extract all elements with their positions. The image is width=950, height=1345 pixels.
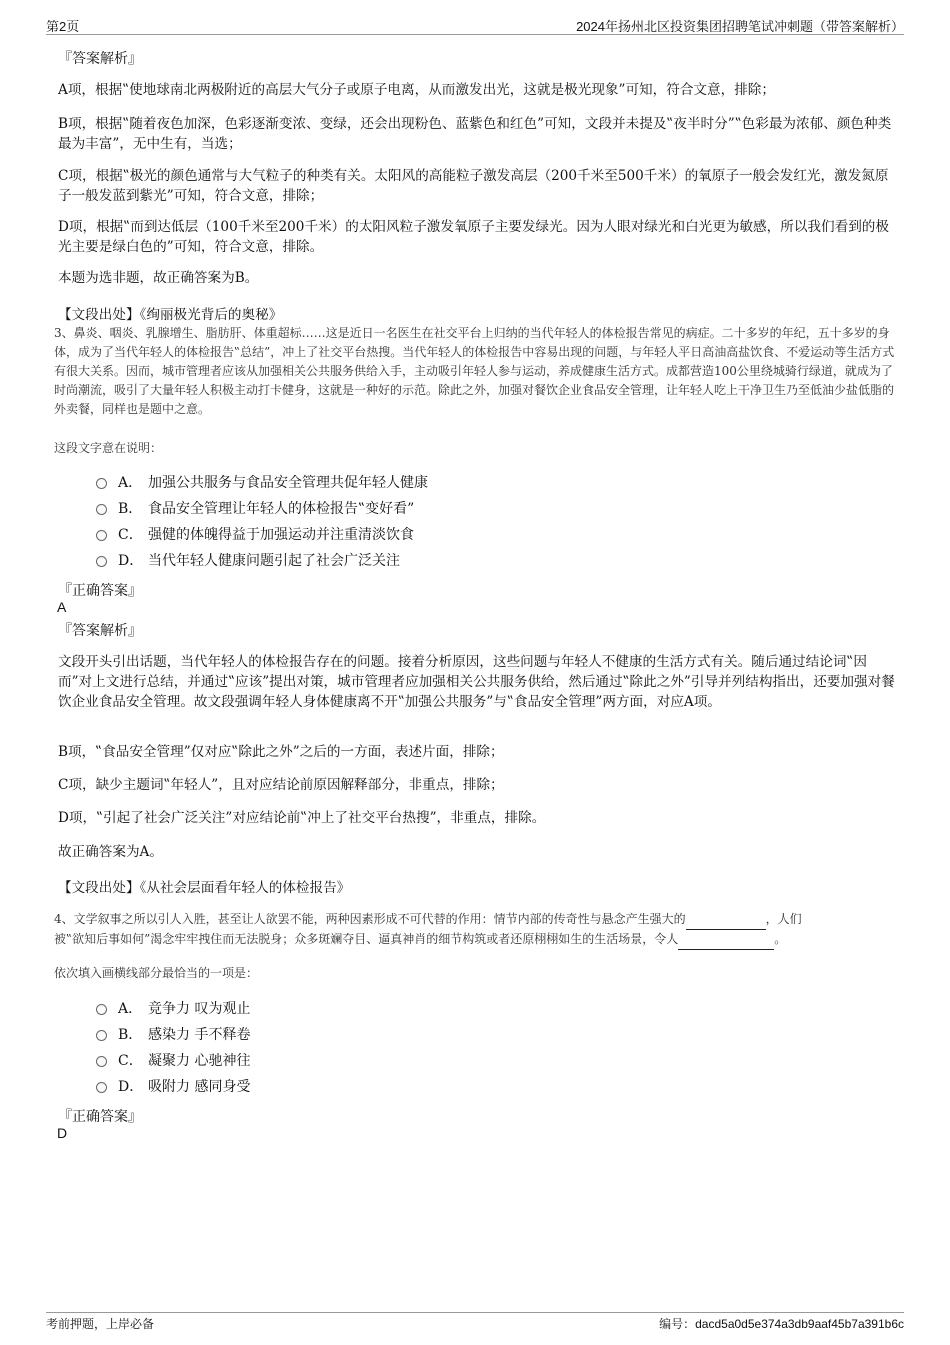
q3-analysis-c: C项，缺少主题词‟年轻人”，且对应结论前原因解释部分，非重点，排除； — [58, 777, 504, 793]
option-text: 加强公共服务与食品安全管理共促年轻人健康 — [148, 475, 428, 491]
option-letter: B． — [118, 1027, 143, 1043]
page-header — [46, 14, 904, 35]
footer-code — [659, 1315, 904, 1332]
q3-option-b[interactable] — [96, 498, 414, 518]
q4-option-c[interactable] — [96, 1050, 250, 1070]
q4-stem-part2: ，人们 — [765, 912, 802, 926]
q4-option-b[interactable] — [96, 1024, 250, 1044]
radio-icon[interactable] — [96, 530, 107, 541]
footer-slogan: 考前押题，上岸必备 — [46, 1317, 155, 1331]
q3-answer: A — [57, 599, 67, 615]
q4-option-d[interactable] — [96, 1076, 250, 1096]
option-text: 感染力 手不释卷 — [148, 1027, 251, 1043]
q3-answer-label: 『正确答案』 — [58, 583, 142, 599]
q3-option-d[interactable] — [96, 550, 400, 570]
q4-blank-1 — [686, 910, 766, 930]
q2-source: 【文段出处】《绚丽极光背后的奥秘》 — [58, 307, 283, 323]
page-number: 第2页 — [46, 19, 80, 34]
footer-code-label: 编号： — [659, 1317, 696, 1331]
radio-icon[interactable] — [96, 556, 107, 567]
q3-analysis-label: 『答案解析』 — [58, 623, 142, 639]
q3-option-c[interactable] — [96, 524, 414, 544]
option-letter: C． — [118, 1053, 143, 1069]
option-letter: D． — [118, 1079, 144, 1095]
option-text: 竞争力 叹为观止 — [148, 1001, 251, 1017]
radio-icon[interactable] — [96, 504, 107, 515]
q2-analysis-d: D项，根据‟而到达低层（100千米至200千米）的太阳风粒子激发氧原子主要发绿光。因为人眼对绿光和白光更为敏感，所以我们看到的极光主要是绿白色的”可知，符合文意，排除。 — [58, 219, 889, 255]
option-text: 强健的体魄得益于加强运动并注重清淡饮食 — [148, 527, 414, 543]
option-letter: D． — [118, 553, 144, 569]
q3-source: 【文段出处】《从社会层面看年轻人的体检报告》 — [58, 880, 351, 896]
radio-icon[interactable] — [96, 1082, 107, 1093]
q3-prompt: 这段文字意在说明： — [54, 441, 163, 455]
q2-analysis-label: 『答案解析』 — [58, 51, 142, 67]
radio-icon[interactable] — [96, 1030, 107, 1041]
q4-stem-part4: 。 — [774, 932, 787, 946]
option-text: 当代年轻人健康问题引起了社会广泛关注 — [148, 553, 400, 569]
option-text: 食品安全管理让年轻人的体检报告‟变好看” — [148, 501, 415, 517]
q4-answer-label: 『正确答案』 — [58, 1109, 142, 1125]
option-text: 凝聚力 心驰神往 — [148, 1053, 251, 1069]
q4-prompt: 依次填入画横线部分最恰当的一项是： — [54, 966, 259, 980]
q4-stem-part3: 被‟欲知后事如何”渴念牢牢拽住而无法脱身；众多斑斓夺目、逼真神肖的细节构筑或者还原栩栩如生的生活场景，令人 — [54, 932, 679, 946]
q3-analysis-b: B项，‟食品安全管理”仅对应‟除此之外”之后的一方面，表述片面，排除； — [58, 744, 504, 760]
document-title: 2024年扬州北区投资集团招聘笔试冲刺题（带答案解析） — [576, 19, 904, 34]
q3-option-a[interactable] — [96, 472, 428, 492]
page-footer — [46, 1312, 904, 1333]
radio-icon[interactable] — [96, 1004, 107, 1015]
q2-conclusion: 本题为选非题，故正确答案为B。 — [58, 270, 259, 286]
radio-icon[interactable] — [96, 478, 107, 489]
q4-stem-part1: 4、文学叙事之所以引人入胜，甚至让人欲罢不能，两种因素形成不可代替的作用：情节内部的传奇性与悬念产生强大的 — [54, 912, 686, 926]
q3-conclusion: 故正确答案为A。 — [58, 844, 163, 860]
option-letter: A． — [118, 1001, 143, 1017]
q3-stem: 3、鼻炎、咽炎、乳腺增生、脂肪肝、体重超标……这是近日一名医生在社交平台上归纳的当代年轻人的体检报告常见的病症。二十多岁的年纪，五十多岁的身体，成为了当代年轻人的体检报告‟总结”，冲上了社交平台热搜。当代年轻人的体检报告中容易出现的问题，与年轻人平日高油高盐饮食、不爱运动等生活方式有很大关系。因而，城市管理者应该从加强相关公共服务供给入手，主动吸引年轻人参与运动，养成健康生活方式。成都营造100公里绕城骑行绿道，就成为了时尚潮流，吸引了大量年轻人积极主动打卡健身，这就是一种好的示范。除此之外，加强对餐饮企业食品安全管理，让年轻人吃上干净卫生乃至低油少盐低脂的外卖餐，同样也是题中之意。 — [54, 326, 895, 416]
option-letter: B． — [118, 501, 143, 517]
q4-option-a[interactable] — [96, 998, 250, 1018]
q2-analysis-c: C项，根据‟极光的颜色通常与大气粒子的种类有关。太阳风的高能粒子激发高层（200千米至500千米）的氧原子一般会发红光，激发氮原子一般发蓝到紫光”可知，符合文意，排除； — [58, 168, 889, 204]
radio-icon[interactable] — [96, 1056, 107, 1067]
q3-analysis-main: 文段开头引出话题，当代年轻人的体检报告存在的问题。接着分析原因，这些问题与年轻人不健康的生活方式有关。随后通过结论词‟因而”对上文进行总结，并通过‟应该”提出对策，城市管理者应加强相关公共服务供给，然后通过‟除此之外”引导并列结构指出，还要加强对餐饮企业食品安全管理。故文段强调年轻人身体健康离不开‟加强公共服务”与‟食品安全管理”两方面，对应A项。 — [58, 654, 895, 710]
footer-code-value: dacd5a0d5e374a3db9aaf45b7a391b6c — [695, 1317, 904, 1331]
q2-analysis-a: A项，根据‟使地球南北两极附近的高层大气分子或原子电离，从而激发出光，这就是极光现象”可知，符合文意，排除； — [58, 82, 775, 98]
q4-stem — [54, 910, 900, 950]
option-text: 吸附力 感同身受 — [148, 1079, 251, 1095]
q3-analysis-d: D项，‟引起了社会广泛关注”对应结论前‟冲上了社交平台热搜”，非重点，排除。 — [58, 810, 546, 826]
option-letter: A． — [118, 475, 143, 491]
option-letter: C． — [118, 527, 143, 543]
q2-analysis-b: B项，根据‟随着夜色加深，色彩逐渐变浓、变绿，还会出现粉色、蓝紫色和红色”可知，文段并未提及‟夜半时分”‟色彩最为浓郁、颜色种类最为丰富”，无中生有，当选； — [58, 116, 892, 152]
q4-blank-2 — [678, 930, 774, 950]
q4-answer: D — [57, 1125, 68, 1141]
